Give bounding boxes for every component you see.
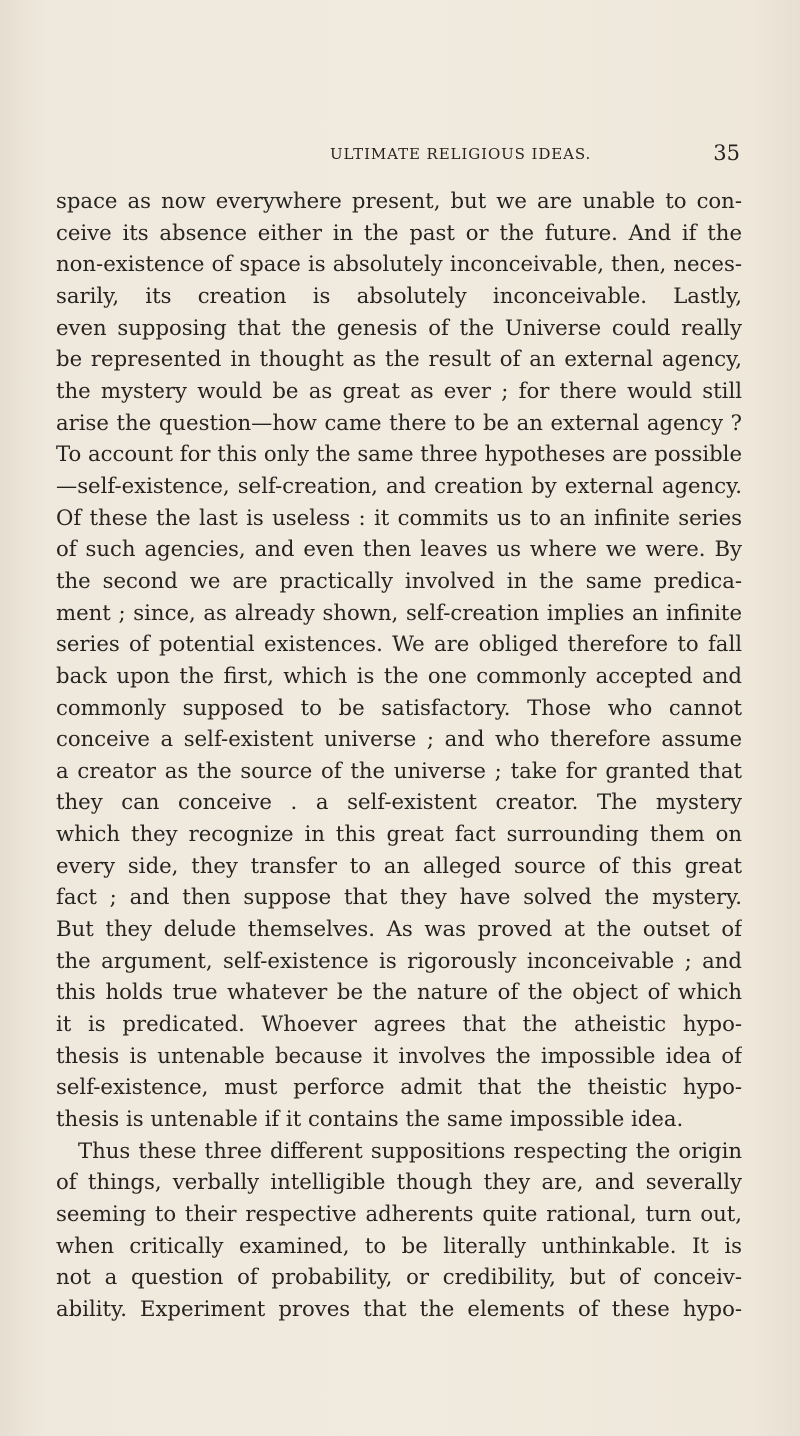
text-line: when critically examined, to be literally unthinkable. It is bbox=[56, 1232, 742, 1258]
text-line: —self-existence, self-creation, and creation by external agency. bbox=[56, 472, 742, 498]
text-line: thesis is untenable if it contains the same impossible idea. bbox=[56, 1106, 684, 1132]
text-line: of things, verbally intelligible though they are, and severally bbox=[56, 1169, 742, 1195]
text-line: fact ; and then suppose that they have solved the mystery. bbox=[56, 884, 742, 910]
text-line: To account for this only the same three hypotheses are possible bbox=[56, 441, 742, 467]
text-line: arise the question—how came there to be an external agency ? bbox=[56, 409, 742, 435]
text-line: seeming to their respective adherents quite rational, turn out, bbox=[56, 1201, 742, 1226]
text-line: commonly supposed to be satisfactory. Those who cannot bbox=[56, 694, 742, 720]
text-line: ceive its absence either in the past or the future. And if the bbox=[56, 219, 742, 245]
text-line: back upon the first, which is the one commonly accepted and bbox=[56, 662, 742, 688]
text-line: non-existence of space is absolutely inconceivable, then, neces- bbox=[56, 251, 742, 277]
text-line: be represented in thought as the result of an external agency, bbox=[56, 346, 742, 372]
text-line: it is predicated. Whoever agrees that the atheistic hypo- bbox=[56, 1011, 742, 1037]
text-line: Thus these three different suppositions respecting the origin bbox=[78, 1137, 742, 1163]
text-line: self-existence, must perforce admit that the theistic hypo- bbox=[56, 1074, 742, 1100]
text-line: ability. Experiment proves that the elements of these hypo- bbox=[56, 1295, 742, 1321]
running-head: ULTIMATE RELIGIOUS IDEAS. bbox=[330, 145, 592, 163]
text-line: series of potential existences. We are obliged therefore to fall bbox=[56, 631, 742, 657]
text-line: not a question of probability, or credibility, but of conceiv- bbox=[56, 1264, 742, 1290]
text-line: Of these the last is useless : it commits us to an infinite series bbox=[56, 504, 742, 530]
text-line: sarily, its creation is absolutely inconceivable. Lastly, bbox=[56, 282, 742, 308]
text-line: the argument, self-existence is rigorously inconceivable ; and bbox=[56, 947, 742, 973]
text-line: they can conceive . a self-existent creator. The mystery bbox=[56, 789, 742, 815]
text-line: the mystery would be as great as ever ; for there would still bbox=[56, 377, 742, 403]
text-line: which they recognize in this great fact surrounding them on bbox=[56, 821, 742, 847]
text-line: every side, they transfer to an alleged source of this great bbox=[56, 852, 742, 878]
text-line: conceive a self-existent universe ; and who therefore assume bbox=[56, 726, 742, 752]
text-line: of such agencies, and even then leaves us where we were. By bbox=[56, 536, 742, 562]
text-line: the second we are practically involved in the same predica- bbox=[56, 567, 742, 593]
text-line: this holds true whatever be the nature of the object of which bbox=[56, 979, 742, 1005]
body-text bbox=[56, 185, 742, 1425]
page-number: 35 bbox=[713, 141, 740, 165]
text-line: a creator as the source of the universe ; take for granted that bbox=[56, 757, 742, 783]
text-line: thesis is untenable because it involves the impossible idea of bbox=[56, 1042, 742, 1068]
text-line: ment ; since, as already shown, self-creation implies an infinite bbox=[56, 599, 742, 625]
text-line: space as now everywhere present, but we are unable to con- bbox=[56, 188, 742, 213]
text-line: But they delude themselves. As was proved at the outset of bbox=[56, 916, 742, 942]
text-line: even supposing that the genesis of the Universe could really bbox=[56, 314, 742, 340]
